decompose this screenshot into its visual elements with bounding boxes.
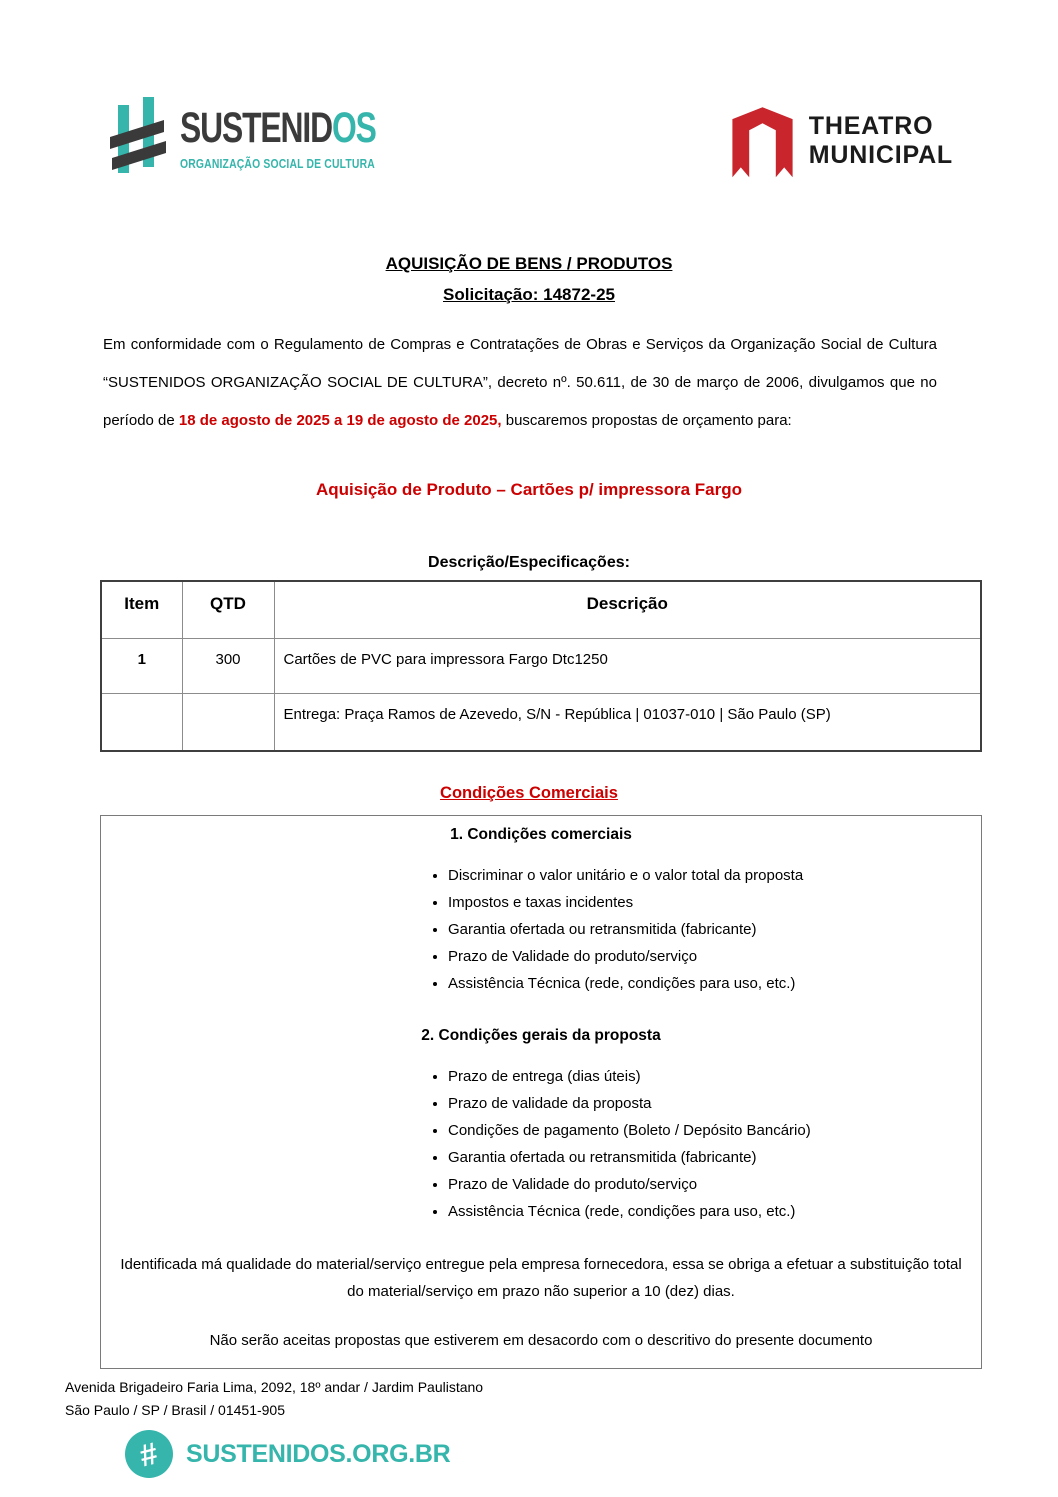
- document-title: [0, 248, 1058, 310]
- intro-text-1: Em conformidade com o Regulamento de Compras e Contratações de Obras e Serviços da Organização Social de Cultura “SUSTENIDOS ORGANIZAÇÃO SOCIAL DE CULTURA”, decreto nº. 50.611, de 30 de março de 2006, divulgamos que no período de: [103, 336, 937, 429]
- list-item: • Garantia ofertada ou retransmitida (fabricante): [448, 1144, 981, 1171]
- sustenidos-logo-text: [180, 95, 445, 177]
- theatro-municipal-logo: [731, 105, 953, 178]
- spec-label: Descrição/Especificações:: [428, 554, 630, 571]
- section1-list: [101, 862, 981, 997]
- items-table: [100, 580, 982, 752]
- acceptance-note: Não serão aceitas propostas que estiverem em desacordo com o descritivo do presente documento: [209, 1332, 873, 1349]
- sharp-hash-icon: [110, 95, 168, 177]
- theatro-line1: THEATRO: [808, 112, 934, 140]
- website-text: SUSTENIDOS.ORG.BR: [186, 1439, 451, 1468]
- list-item: • Discriminar o valor unitário e o valor total da proposta: [448, 862, 981, 889]
- sustenidos-wordmark: [180, 104, 376, 152]
- col-header-item: Item: [101, 581, 182, 638]
- theatro-arch-icon: [731, 105, 794, 178]
- section2-title: 2. Condições gerais da proposta: [421, 1027, 661, 1044]
- list-item: • Prazo de validade da proposta: [448, 1090, 981, 1117]
- intro-text-2: buscaremos propostas de orçamento para:: [501, 412, 792, 429]
- table-row: [101, 693, 981, 751]
- quality-note: Identificada má qualidade do material/serviço entregue pela empresa fornecedora, essa se obriga a efetuar a substituição total do material/serviço em prazo não superior a 10 (dez) dias.: [120, 1256, 962, 1300]
- theatro-line2: MUNICIPAL: [808, 141, 953, 169]
- item-description: Cartões de PVC para impressora Fargo Dtc1250: [274, 638, 981, 693]
- list-item: • Garantia ofertada ou retransmitida (fabricante): [448, 916, 981, 943]
- section2-list: [101, 1063, 981, 1225]
- section1-title: 1. Condições comerciais: [450, 826, 632, 843]
- header: [0, 0, 1058, 178]
- theatro-wordmark: [809, 105, 953, 170]
- list-item: • Assistência Técnica (rede, condições para uso, etc.): [448, 970, 981, 997]
- list-item: • Prazo de Validade do produto/serviço: [448, 943, 981, 970]
- list-item: • Prazo de Validade do produto/serviço: [448, 1171, 981, 1198]
- item-qty: [182, 693, 274, 751]
- list-item: • Impostos e taxas incidentes: [448, 889, 981, 916]
- intro-paragraph: [103, 326, 937, 440]
- document-title-line1: AQUISIÇÃO DE BENS / PRODUTOS: [385, 254, 673, 273]
- sustenidos-tagline: ORGANIZAÇÃO SOCIAL DE CULTURA: [180, 156, 375, 171]
- sustenidos-logo: [110, 95, 445, 177]
- conditions-box: [100, 815, 982, 1369]
- product-title: Aquisição de Produto – Cartões p/ impressora Fargo: [315, 480, 743, 499]
- address-line1: Avenida Brigadeiro Faria Lima, 2092, 18º andar / Jardim Paulistano: [65, 1379, 484, 1395]
- sharp-hash-circle-icon: [125, 1430, 173, 1478]
- list-item: • Condições de pagamento (Boleto / Depósito Bancário): [448, 1117, 981, 1144]
- footer-logo: [125, 1430, 1058, 1478]
- sustenidos-wordmark-teal: OS: [332, 104, 376, 152]
- item-number: 1: [101, 638, 182, 693]
- list-item: • Assistência Técnica (rede, condições para uso, etc.): [448, 1198, 981, 1225]
- intro-date-range: 18 de agosto de 2025 a 19 de agosto de 2025,: [178, 412, 502, 429]
- table-header-row: [101, 581, 981, 638]
- sustenidos-wordmark-dark: SUSTENID: [180, 104, 333, 152]
- hash-glyph: #: [136, 1434, 162, 1474]
- col-header-qtd: QTD: [182, 581, 274, 638]
- item-number: [101, 693, 182, 751]
- table-row: [101, 638, 981, 693]
- list-item: • Prazo de entrega (dias úteis): [448, 1063, 981, 1090]
- footer-address: [65, 1376, 1058, 1422]
- col-header-descricao: Descrição: [274, 581, 981, 638]
- document-title-line2: Solicitação: 14872-25: [443, 285, 615, 304]
- address-line2: São Paulo / SP / Brasil / 01451-905: [65, 1402, 285, 1418]
- conditions-title: Condições Comerciais: [440, 784, 618, 802]
- delivery-address: Entrega: Praça Ramos de Azevedo, S/N - República | 01037-010 | São Paulo (SP): [274, 693, 981, 751]
- item-qty: 300: [182, 638, 274, 693]
